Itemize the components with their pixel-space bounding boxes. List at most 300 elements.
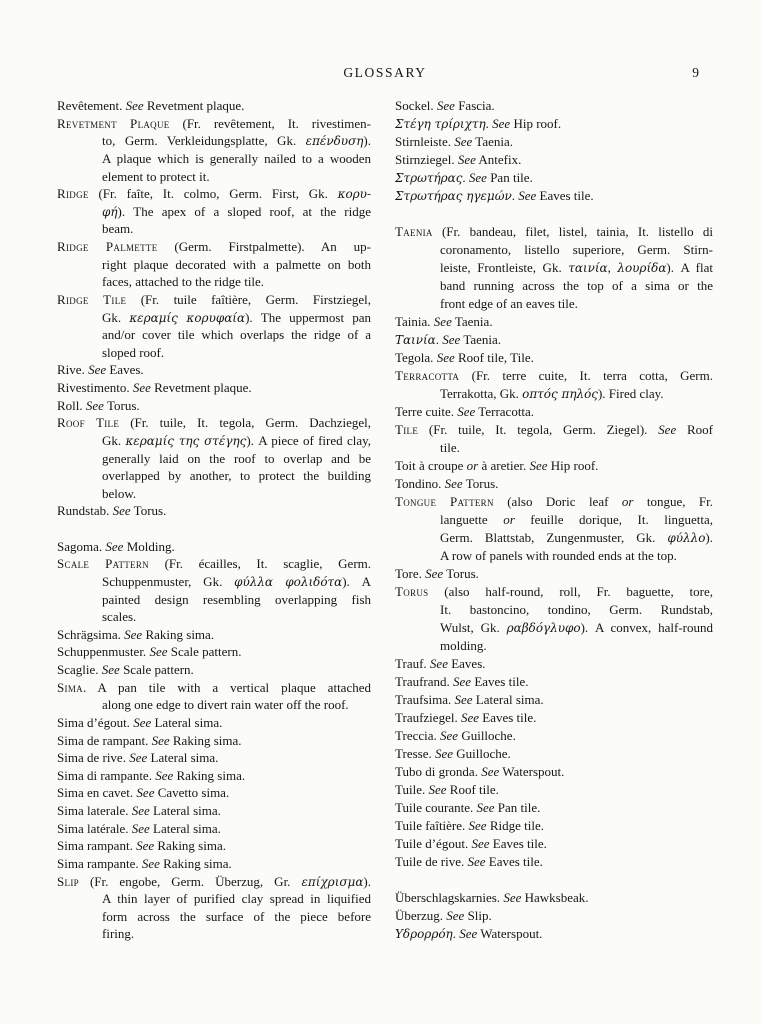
glossary-entry <box>57 414 371 502</box>
entry-text: Revêtement. <box>57 98 126 113</box>
entry-text: Lateral sima. <box>151 714 223 730</box>
entry-text: Tuile d’égout. <box>395 836 472 851</box>
glossary-entry <box>395 169 713 187</box>
entry-text: Antefix. <box>475 152 522 167</box>
glossary-entry <box>395 133 713 151</box>
see-reference: See <box>88 362 107 378</box>
entry-text: . A pan tile with a vertical plaque attached <box>82 679 371 695</box>
entry-text: ). A convex, half-round <box>580 620 713 635</box>
entry-text: (Fr. faîte, It. colmo, Germ. First, Gk. <box>88 186 338 202</box>
entry-text: Torus. <box>130 503 167 519</box>
entry-line <box>395 655 713 673</box>
see-reference: See <box>444 476 463 491</box>
entry-line <box>102 591 371 609</box>
entry-text: Molding. <box>123 538 175 554</box>
entry-text: element to protect it. <box>102 168 210 184</box>
see-reference: See <box>101 662 120 677</box>
glossary-entry <box>57 855 371 873</box>
see-reference: See <box>434 746 454 761</box>
entry-text: Sockel. <box>395 98 437 113</box>
entry-text: ). <box>705 530 713 545</box>
entry-text: Rivestimento. <box>57 380 133 395</box>
entry-text: Torus. <box>462 476 499 491</box>
entry-line <box>102 432 371 450</box>
entry-text: Waterspout. <box>477 926 543 941</box>
glossary-entry <box>57 643 371 661</box>
glossary-entry <box>57 820 371 838</box>
entry-text: Eaves tile. <box>536 188 594 203</box>
entry-line <box>102 467 371 485</box>
entry-text: (Fr. revêtement, It. rivestimen- <box>169 115 371 131</box>
entry-line <box>57 97 371 115</box>
see-reference: See <box>131 803 150 818</box>
entry-line <box>57 414 371 432</box>
see-reference: See <box>112 503 131 519</box>
entry-line <box>440 295 713 313</box>
entry-text: It. bastoncino, tondino, Germ. Rundstab, <box>440 602 713 617</box>
page-number: 9 <box>692 65 699 80</box>
headword: Terracotta <box>395 368 460 383</box>
entry-text: Überschlagskarnies. <box>395 890 504 905</box>
glossary-entry <box>395 457 713 475</box>
see-reference: See <box>436 98 455 113</box>
entry-text: Scale pattern. <box>167 644 242 660</box>
see-reference: See <box>454 692 473 707</box>
entry-line <box>57 626 371 644</box>
entry-line <box>102 168 371 186</box>
entry-text: (Fr. tuile faîtière, Germ. Firstziegel, <box>126 291 371 307</box>
entry-text: Waterspout. <box>499 764 565 779</box>
glossary-entry <box>57 397 371 415</box>
entry-text: Eaves. <box>106 362 144 378</box>
entry-text: ). The uppermost pan <box>245 309 371 325</box>
entry-text: languette <box>440 512 504 527</box>
entry-text: . <box>485 116 493 131</box>
entry-line <box>395 727 713 745</box>
glossary-entry <box>395 223 713 313</box>
entry-text: Taenia. <box>460 332 502 347</box>
entry-text: firing. <box>102 926 135 942</box>
entry-text: Sima rampant. <box>57 838 137 854</box>
entry-text: ). Fired clay. <box>597 386 664 401</box>
entry-text: Guilloche. <box>453 746 511 761</box>
greek-term: επένδυση <box>305 134 364 149</box>
entry-line <box>395 709 713 727</box>
entry-text: (Fr. engobe, Germ. Überzug, Gr. <box>78 873 302 889</box>
entry-text: Eaves tile. <box>479 710 537 725</box>
headword: Taenia <box>395 224 433 239</box>
entry-text: Stirnleiste. <box>395 134 455 149</box>
entry-line <box>57 502 371 520</box>
entry-text: Stirnziegel. <box>395 152 458 167</box>
see-reference: See <box>425 566 444 581</box>
see-reference: See <box>457 152 476 167</box>
see-reference: See <box>658 422 677 437</box>
entry-line <box>57 538 371 556</box>
entry-text: Schuppenmuster. <box>57 644 150 660</box>
entry-text: Lateral sima. <box>149 803 221 818</box>
entry-text: Tegola. <box>395 350 437 365</box>
entry-text: feuille dorique, It. linguetta, <box>514 512 713 527</box>
glossary-entry <box>395 925 713 943</box>
entry-text: Hawksbeak. <box>521 890 589 905</box>
entry-line <box>57 714 371 732</box>
glossary-entry <box>57 714 371 732</box>
greek-term: φύλλα φολιδότα <box>234 574 343 589</box>
entry-line <box>57 379 371 397</box>
glossary-entry <box>57 873 371 944</box>
entry-line <box>102 132 371 150</box>
entry-text: Roll. <box>57 397 86 413</box>
headword: Torus <box>395 584 429 599</box>
headword: Tile <box>395 422 419 437</box>
entry-line <box>440 277 713 295</box>
glossary-entry <box>395 97 713 115</box>
entry-text: Tore. <box>395 566 426 581</box>
entry-text: Tuile. <box>395 782 429 797</box>
entry-text: (Fr. tuile, It. tegola, Germ. Dachziegel, <box>119 415 371 431</box>
entry-line <box>57 238 371 256</box>
see-reference: See <box>454 134 473 149</box>
see-reference: See <box>440 728 459 743</box>
glossary-entry <box>395 313 713 331</box>
entry-text: ). <box>363 873 371 889</box>
entry-line <box>57 679 371 697</box>
entry-text: Traufrand. <box>395 674 454 689</box>
entry-text: Rive. <box>57 362 89 378</box>
glossary-entry <box>395 565 713 583</box>
entry-line <box>395 763 713 781</box>
entry-line <box>102 273 371 291</box>
glossary-entry <box>395 817 713 835</box>
entry-text: ). The apex of a sloped roof, at the ridge <box>117 203 371 219</box>
glossary-entry <box>57 802 371 820</box>
entry-line <box>57 802 371 820</box>
entry-line <box>57 115 371 133</box>
entry-text: , <box>607 260 618 275</box>
entry-text: Raking sima. <box>142 626 215 642</box>
entry-line <box>395 403 713 421</box>
entry-text: Pan tile. <box>486 170 533 185</box>
entry-text: Toit à croupe <box>395 458 467 473</box>
headword: Slip <box>57 873 79 889</box>
entry-text: Eaves. <box>447 656 486 671</box>
see-reference: See <box>471 836 490 851</box>
see-reference: or <box>503 512 515 527</box>
entry-text: (Fr. tuile, It. tegola, Germ. Ziegel). <box>418 422 659 437</box>
headword: Tongue Pattern <box>395 494 494 509</box>
entry-text: Fascia. <box>454 98 495 113</box>
glossary-entry <box>395 799 713 817</box>
entry-text: Tuile de rive. <box>395 854 468 869</box>
entry-text: Eaves tile. <box>471 674 529 689</box>
entry-text: Lateral sima. <box>147 750 219 766</box>
glossary-entry <box>395 835 713 853</box>
entry-text: Sima rampante. <box>57 855 142 871</box>
see-reference: See <box>149 644 168 660</box>
entry-line <box>395 691 713 709</box>
entry-line <box>102 485 371 503</box>
entry-text: Gk. <box>102 309 130 325</box>
headword: Ridge Tile <box>57 291 127 307</box>
see-reference: See <box>433 314 452 329</box>
entry-text: Gk. <box>102 432 126 448</box>
entry-line <box>395 115 713 133</box>
entry-line <box>440 511 713 529</box>
see-reference: or <box>621 494 634 509</box>
entry-line <box>440 385 713 403</box>
entry-line <box>440 529 713 547</box>
see-reference: See <box>529 458 548 473</box>
entry-text: à aretier. <box>478 458 530 473</box>
glossary-entry <box>57 767 371 785</box>
entry-line <box>57 643 371 661</box>
entry-text: band running across the top of a sima or the <box>440 278 713 293</box>
glossary-entry <box>57 837 371 855</box>
entry-text: ). A piece of fired clay, <box>246 432 371 448</box>
entry-text: molding. <box>440 638 487 653</box>
entry-line <box>57 661 371 679</box>
see-reference: See <box>460 710 479 725</box>
entry-line <box>395 907 713 925</box>
glossary-entry <box>57 784 371 802</box>
entry-text: Überzug. <box>395 908 447 923</box>
entry-text: (Fr. bandeau, filet, listel, tainia, It. listello di <box>432 224 713 239</box>
glossary-entry <box>395 853 713 871</box>
entry-text: Treccia. <box>395 728 441 743</box>
entry-line <box>395 151 713 169</box>
see-reference: See <box>136 838 155 854</box>
see-reference: See <box>428 782 447 797</box>
see-reference: See <box>459 926 478 941</box>
entry-text: overlapped by another, to protect the building <box>102 468 371 484</box>
entry-group <box>57 97 371 520</box>
glossary-entry <box>395 367 713 403</box>
glossary-entry <box>57 749 371 767</box>
column-left <box>57 97 371 943</box>
entry-line <box>57 749 371 767</box>
see-reference: See <box>136 785 155 801</box>
entry-line <box>57 784 371 802</box>
entry-text: Lateral sima. <box>149 820 221 836</box>
entry-line <box>395 367 713 385</box>
entry-text: . <box>452 926 460 941</box>
entry-line <box>57 855 371 873</box>
see-reference: See <box>131 820 150 836</box>
entry-text: Terre cuite. <box>395 404 458 419</box>
entry-text: A row of panels with rounded ends at the top. <box>440 548 677 563</box>
glossary-entry <box>395 781 713 799</box>
entry-group <box>395 97 713 205</box>
glossary-entry <box>395 691 713 709</box>
entry-line <box>395 349 713 367</box>
greek-term: ραβδόγλυφο <box>506 621 581 635</box>
entry-line <box>57 767 371 785</box>
entry-text: sloped roof. <box>102 344 165 360</box>
entry-line <box>440 547 713 565</box>
glossary-entry <box>57 679 371 714</box>
see-reference: See <box>453 674 472 689</box>
headword: Sima <box>57 679 83 695</box>
see-reference: See <box>492 116 511 131</box>
entry-text: Eaves tile. <box>485 854 543 869</box>
entry-group <box>57 538 371 943</box>
greek-term: κορυ- <box>337 187 371 202</box>
glossary-entry <box>395 349 713 367</box>
entry-text: Terracotta. <box>475 404 535 419</box>
entry-line <box>102 908 371 926</box>
entry-text: Pan tile. <box>494 800 541 815</box>
entry-line <box>57 185 371 203</box>
glossary-entry <box>57 502 371 520</box>
entry-line <box>395 493 713 511</box>
entry-text: Sagoma. <box>57 538 106 554</box>
entry-text: Scaglie. <box>57 662 102 677</box>
see-reference: See <box>518 188 537 203</box>
see-reference: See <box>133 714 152 730</box>
entry-line <box>395 97 713 115</box>
entry-group <box>395 223 713 871</box>
page-title: GLOSSARY <box>343 65 427 80</box>
entry-text: and/or cover tile which overlaps the ridge of a <box>102 327 371 343</box>
entry-line <box>102 450 371 468</box>
see-reference: or <box>466 458 479 473</box>
entry-line <box>102 256 371 274</box>
entry-text: Slip. <box>464 908 492 923</box>
entry-text: Sima de rampant. <box>57 732 152 748</box>
entry-text: . <box>462 170 469 185</box>
entry-text: Eaves tile. <box>489 836 547 851</box>
entry-text: ). A flat <box>666 260 713 275</box>
see-reference: See <box>442 332 461 347</box>
entry-line <box>440 637 713 655</box>
entry-text: . <box>435 332 443 347</box>
glossary-entry <box>395 187 713 205</box>
glossary-entry <box>395 151 713 169</box>
entry-text: Rundstab. <box>57 503 113 519</box>
entry-line <box>395 331 713 349</box>
entry-line <box>395 925 713 943</box>
entry-text: right plaque decorated with a palmette on both <box>102 256 371 272</box>
entry-text: Schuppenmuster, Gk. <box>102 573 235 589</box>
entry-text: front edge of an eaves tile. <box>440 296 578 311</box>
greek-term: επίχρισμα <box>301 874 364 889</box>
entry-line <box>102 573 371 591</box>
entry-line <box>57 837 371 855</box>
glossary-entry <box>57 185 371 238</box>
greek-term: κεραμίς της στέγης <box>125 433 247 448</box>
entry-text: Scale pattern. <box>119 662 194 677</box>
greek-term: Στρωτήρας ηγεμών <box>395 189 512 203</box>
entry-text: Sima d’égout. <box>57 714 134 730</box>
entry-text: coronamento, listello superiore, Germ. Stirn- <box>440 242 713 257</box>
greek-term: Υδρορρόη <box>395 927 453 941</box>
entry-text: Tresse. <box>395 746 435 761</box>
glossary-entry <box>57 361 371 379</box>
entry-text: Tuile faîtière. <box>395 818 469 833</box>
entry-line <box>440 619 713 637</box>
entry-line <box>395 457 713 475</box>
entry-text: faces, attached to the ridge tile. <box>102 274 265 290</box>
entry-line <box>395 817 713 835</box>
entry-text: Cavetto sima. <box>154 785 230 801</box>
entry-text: Traufziegel. <box>395 710 461 725</box>
see-reference: See <box>125 98 144 113</box>
greek-term: φή <box>102 204 118 219</box>
glossary-entry <box>395 115 713 133</box>
entry-line <box>102 150 371 168</box>
see-reference: See <box>476 800 495 815</box>
entry-line <box>395 853 713 871</box>
see-reference: See <box>429 656 448 671</box>
greek-term: Στρωτήρας <box>395 171 463 185</box>
entry-text: Roof tile. <box>446 782 499 797</box>
entry-text: . <box>511 188 519 203</box>
entry-text: Sima di rampante. <box>57 767 156 783</box>
entry-line <box>395 745 713 763</box>
entry-line <box>57 873 371 891</box>
glossary-entry <box>57 379 371 397</box>
see-reference: See <box>141 855 160 871</box>
see-reference: See <box>155 767 174 783</box>
greek-term: κεραμίς κορυφαία <box>129 310 246 325</box>
entry-text: painted design resembling overlapping fish <box>102 591 371 607</box>
entry-line <box>57 820 371 838</box>
entry-text: Sima laterale. <box>57 803 132 818</box>
glossary-entry <box>57 626 371 644</box>
entry-line <box>395 187 713 205</box>
entry-line <box>102 608 371 626</box>
glossary-entry <box>395 655 713 673</box>
see-reference: See <box>124 626 143 642</box>
greek-term: λουρίδα <box>617 261 667 275</box>
entry-text: Raking sima. <box>154 838 226 854</box>
entry-text: ). A <box>342 573 371 589</box>
glossary-entry <box>395 583 713 655</box>
entry-text: Roof tile, Tile. <box>454 350 534 365</box>
entry-text: Ridge tile. <box>486 818 544 833</box>
glossary-entry <box>57 97 371 115</box>
entry-line <box>395 133 713 151</box>
glossary-entry <box>395 745 713 763</box>
entry-text: Taenia. <box>451 314 493 329</box>
entry-line <box>395 781 713 799</box>
glossary-entry <box>395 907 713 925</box>
entry-text: (Fr. écailles, It. scaglie, Germ. <box>148 556 371 572</box>
entry-text: Tuile courante. <box>395 800 477 815</box>
entry-line <box>102 696 371 714</box>
entry-text: Raking sima. <box>169 732 242 748</box>
entry-line <box>395 565 713 583</box>
entry-text: Torus. <box>443 566 479 581</box>
see-reference: See <box>436 350 455 365</box>
entry-text: (Germ. Firstpalmette). An up- <box>157 239 371 254</box>
entry-text: Sima en cavet. <box>57 785 137 801</box>
entry-text: Raking sima. <box>159 855 232 871</box>
glossary-entry <box>57 538 371 556</box>
entry-text: Terrakotta, Gk. <box>440 386 523 401</box>
entry-text: below. <box>102 485 137 501</box>
entry-text: Trauf. <box>395 656 430 671</box>
entry-text: Raking sima. <box>173 767 246 783</box>
entry-line <box>102 309 371 327</box>
entry-line <box>395 475 713 493</box>
entry-text: tongue, Fr. <box>633 494 713 509</box>
entry-text: along one edge to divert rain water off the roof. <box>102 697 349 713</box>
greek-term: φύλλο <box>667 531 706 545</box>
glossary-entry <box>57 555 371 626</box>
entry-text: scales. <box>102 609 137 625</box>
